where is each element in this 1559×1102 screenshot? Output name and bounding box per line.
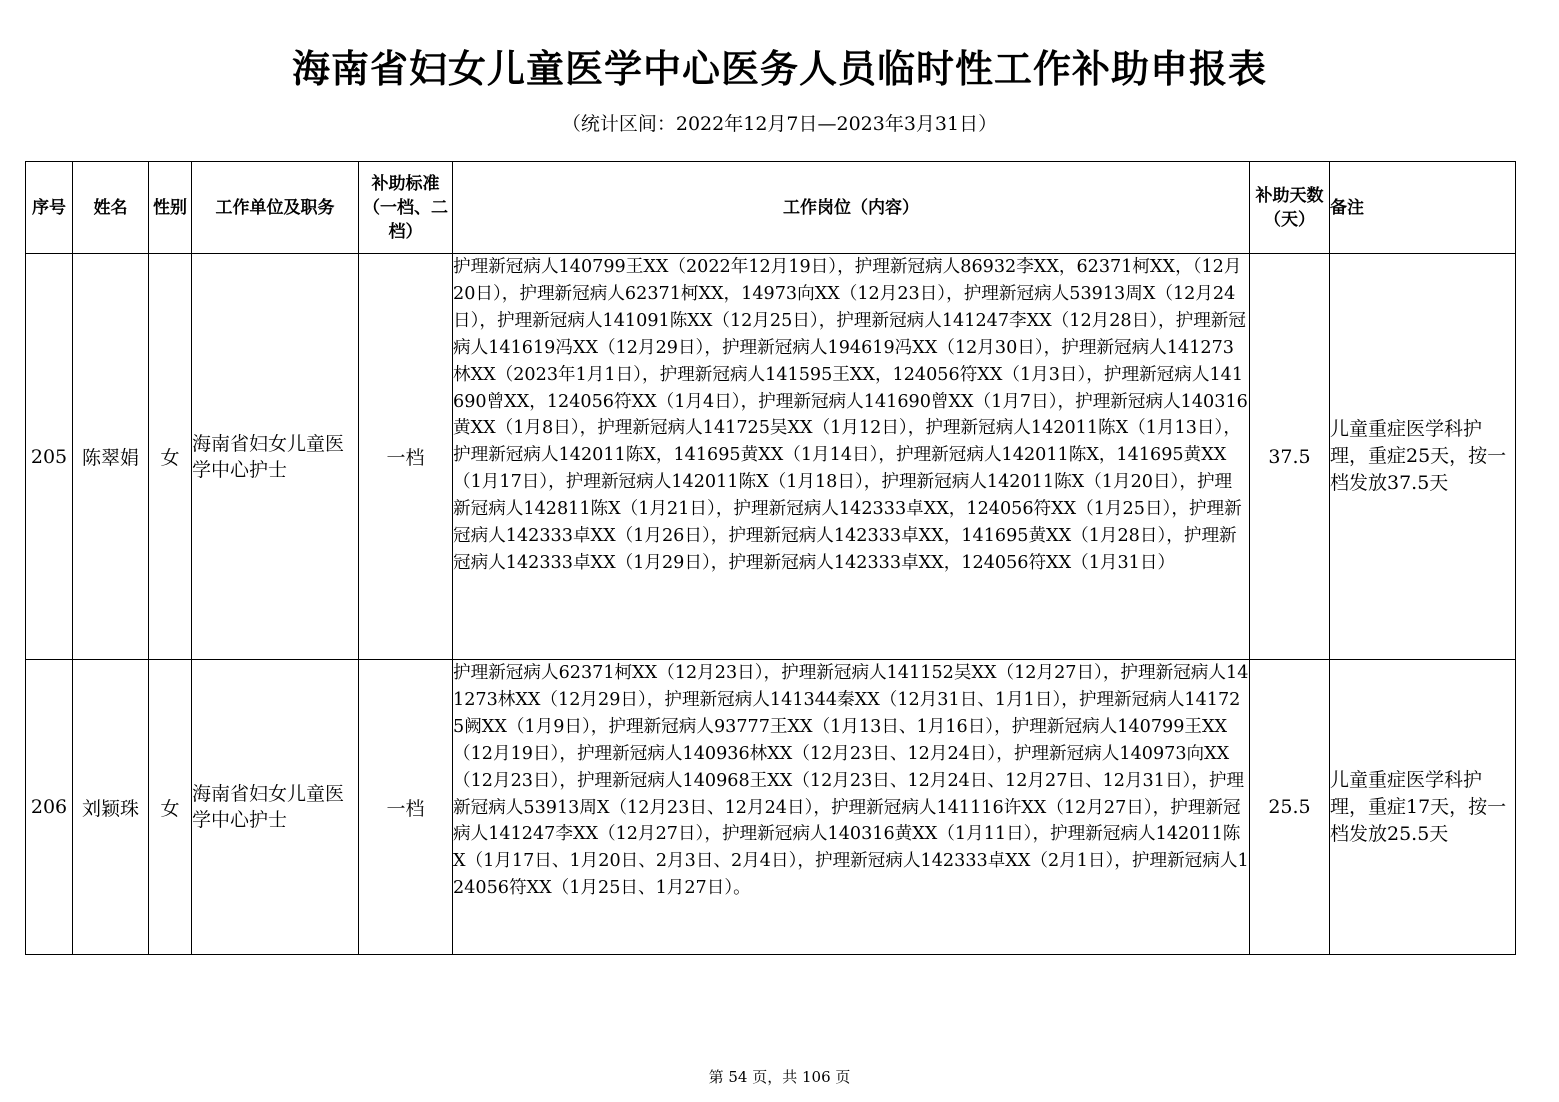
cell-note: 儿童重症医学科护理，重症17天，按一档发放25.5天 [1330, 660, 1516, 955]
table-header-row [26, 162, 1516, 254]
cell-gender: 女 [149, 254, 192, 660]
header-standard: 补助标准（一档、二档） [359, 162, 453, 254]
cell-name: 陈翠娟 [73, 254, 149, 660]
header-unit: 工作单位及职务 [192, 162, 359, 254]
cell-days: 37.5 [1250, 254, 1330, 660]
table-row [26, 660, 1516, 955]
cell-name: 刘颖珠 [73, 660, 149, 955]
header-post: 工作岗位（内容） [453, 162, 1250, 254]
header-name: 姓名 [73, 162, 149, 254]
cell-post: 护理新冠病人140799王XX（2022年12月19日），护理新冠病人86932李XX，62371柯XX，（12月20日），护理新冠病人62371柯XX，14973向XX（12月23日），护理新冠病人53913周X（12月24日），护理新冠病人141091陈XX（12月25日），护理新冠病人141247李XX（12月28日），护理新冠病人141619冯XX（12月29日），护理新冠病人194619冯XX（12月30日），护理新冠病人141273林XX（2023年1月1日），护理新冠病人141595王XX，124056符XX（1月3日），护理新冠病人141690曾XX，124056符XX（1月4日），护理新冠病人141690曾XX（1月7日），护理新冠病人140316黄XX（1月8日），护理新冠病人141725吴XX（1月12日），护理新冠病人142011陈X（1月13日），护理新冠病人142011陈X，141695黄XX（1月14日），护理新冠病人142011陈X，141695黄XX（1月17日），护理新冠病人142011陈X（1月18日），护理新冠病人142011陈X（1月20日），护理新冠病人142811陈X（1月21日），护理新冠病人142333卓XX，124056符XX（1月25日），护理新冠病人142333卓XX（1月26日），护理新冠病人142333卓XX，141695黄XX（1月28日），护理新冠病人142333卓XX（1月29日），护理新冠病人142333卓XX，124056符XX（1月31日） [453, 254, 1250, 660]
header-seq: 序号 [26, 162, 73, 254]
cell-standard: 一档 [359, 660, 453, 955]
cell-note: 儿童重症医学科护理，重症25天，按一档发放37.5天 [1330, 254, 1516, 660]
cell-standard: 一档 [359, 254, 453, 660]
statistics-period: （统计区间：2022年12月7日—2023年3月31日） [561, 113, 998, 135]
table-row [26, 254, 1516, 660]
cell-post: 护理新冠病人62371柯XX（12月23日），护理新冠病人141152吴XX（12月27日），护理新冠病人141273林XX（12月29日），护理新冠病人141344秦XX（12月31日、1月1日），护理新冠病人141725阙XX（1月9日），护理新冠病人93777王XX（1月13日、1月16日），护理新冠病人140799王XX（12月19日），护理新冠病人140936林XX（12月23日、12月24日），护理新冠病人140973向XX（12月23日），护理新冠病人140968王XX（12月23日、12月24日、12月27日、12月31日），护理新冠病人53913周X（12月23日、12月24日），护理新冠病人141116许XX（12月27日），护理新冠病人141247李XX（12月27日），护理新冠病人140316黄XX（1月11日），护理新冠病人142011陈X（1月17日、1月20日、2月3日、2月4日），护理新冠病人142333卓XX（2月1日），护理新冠病人124056符XX（1月25日、1月27日）。 [453, 660, 1250, 955]
cell-gender: 女 [149, 660, 192, 955]
header-gender: 性别 [149, 162, 192, 254]
cell-unit: 海南省妇女儿童医学中心护士 [192, 660, 359, 955]
cell-seq: 205 [26, 254, 73, 660]
page-number: 第 54 页，共 106 页 [708, 1068, 851, 1086]
cell-seq: 206 [26, 660, 73, 955]
header-days: 补助天数（天） [1250, 162, 1330, 254]
header-note: 备注 [1330, 162, 1516, 254]
document-title: 海南省妇女儿童医学中心医务人员临时性工作补助申报表 [291, 47, 1267, 91]
cell-unit: 海南省妇女儿童医学中心护士 [192, 254, 359, 660]
cell-days: 25.5 [1250, 660, 1330, 955]
subsidy-table [25, 161, 1516, 955]
